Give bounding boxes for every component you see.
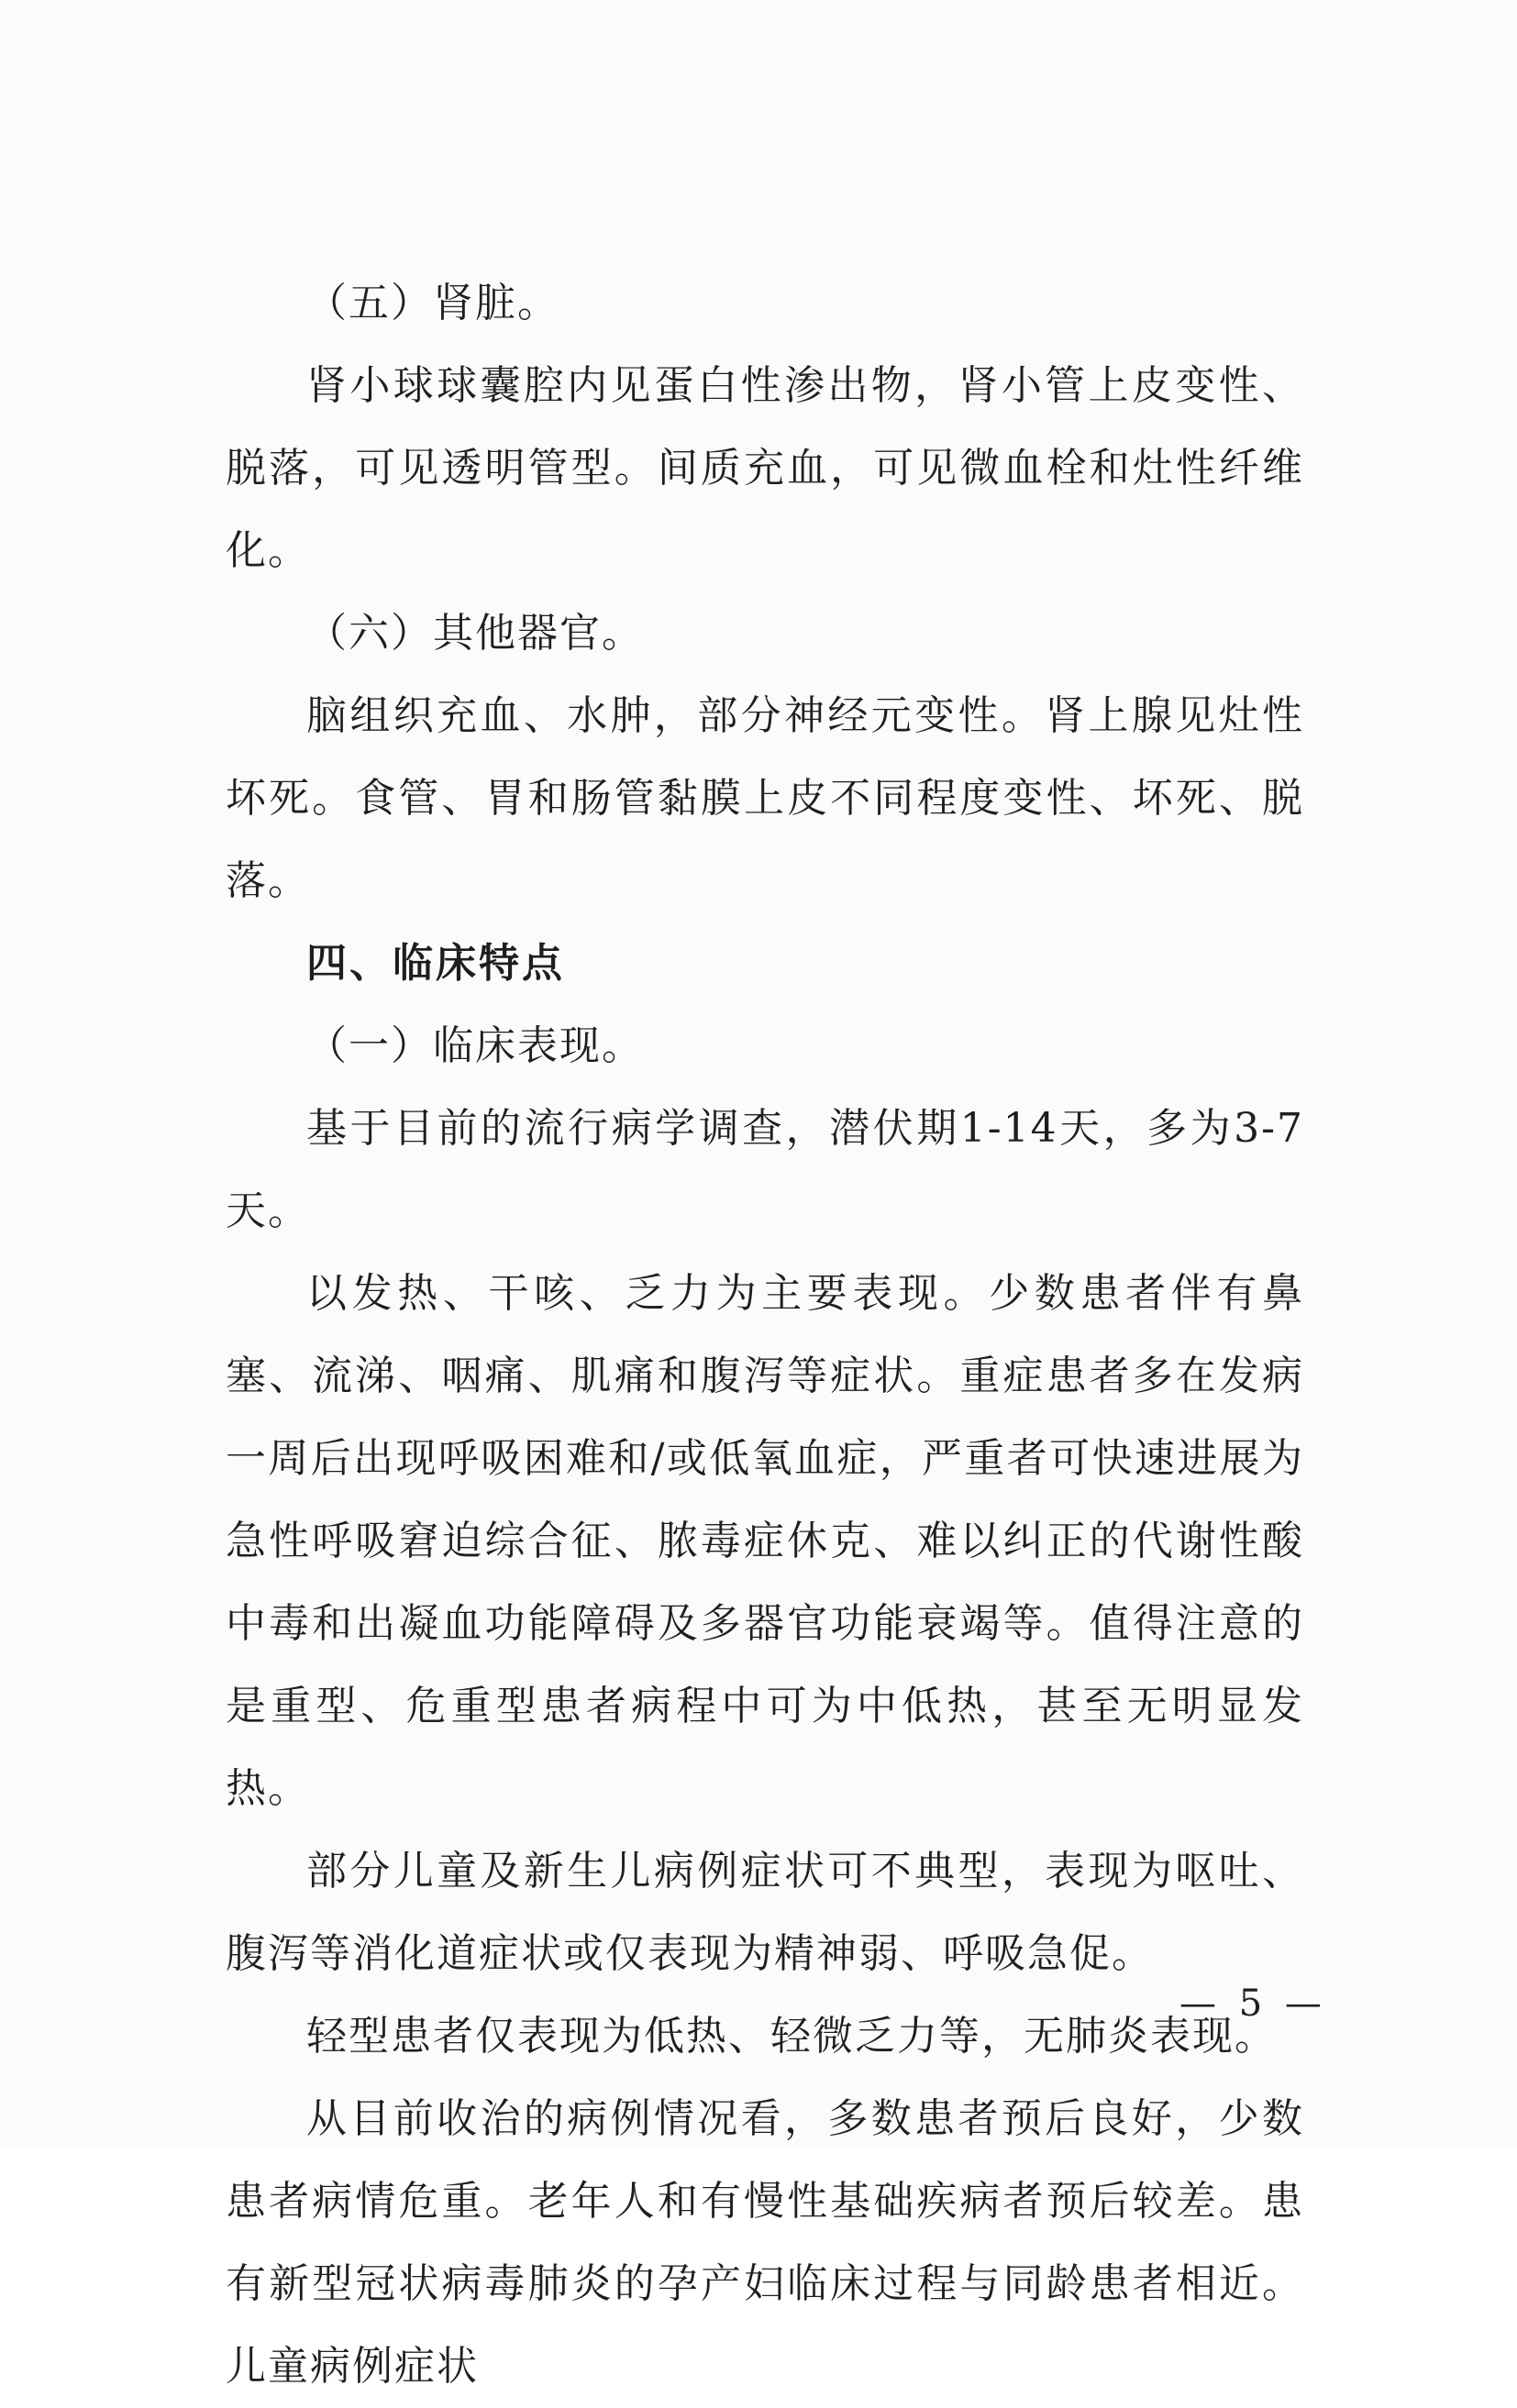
section-heading-other-organs: （六）其他器官。 bbox=[306, 610, 644, 657]
section-heading-kidney: （五）肾脏。 bbox=[306, 280, 559, 326]
paragraph-mild-cases: 轻型患者仅表现为低热、轻微乏力等，无肺炎表现。 bbox=[306, 2013, 1277, 2060]
paragraph-kidney: 肾小球球囊腔内见蛋白性渗出物，肾小管上皮变性、脱落，可见透明管型。间质充血，可见微血栓和灶性纤维化。 bbox=[226, 362, 1304, 574]
chapter-heading-clinical-features: 四、临床特点 bbox=[306, 940, 565, 987]
paragraph-main-symptoms: 以发热、干咳、乏力为主要表现。少数患者伴有鼻塞、流涕、咽痛、肌痛和腹泻等症状。重症患者多在发病一周后出现呼吸困难和/或低氧血症，严重者可快速进展为急性呼吸窘迫综合征、脓毒症休克、难以纠正的代谢性酸中毒和出凝血功能障碍及多器官功能衰竭等。值得注意的是重型、危重型患者病程中可为中低热，甚至无明显发热。 bbox=[226, 1270, 1304, 1812]
paragraph-other-organs: 脑组织充血、水肿，部分神经元变性。肾上腺见灶性坏死。食管、胃和肠管黏膜上皮不同程度变性、坏死、脱落。 bbox=[226, 692, 1304, 904]
page-number: — 5 — bbox=[1179, 1983, 1327, 2025]
section-heading-clinical-manifestation: （一）临床表现。 bbox=[306, 1022, 644, 1069]
paragraph-prognosis: 从目前收治的病例情况看，多数患者预后良好，少数患者病情危重。老年人和有慢性基础疾病者预后较差。患有新型冠状病毒肺炎的孕产妇临床过程与同龄患者相近。儿童病例症状 bbox=[226, 2095, 1304, 2390]
paragraph-children: 部分儿童及新生儿病例症状可不典型，表现为呕吐、腹泻等消化道症状或仅表现为精神弱、呼吸急促。 bbox=[226, 1848, 1304, 1977]
document-body bbox=[226, 262, 1304, 2408]
paragraph-incubation: 基于目前的流行病学调查，潜伏期1-14天，多为3-7天。 bbox=[226, 1105, 1304, 1234]
